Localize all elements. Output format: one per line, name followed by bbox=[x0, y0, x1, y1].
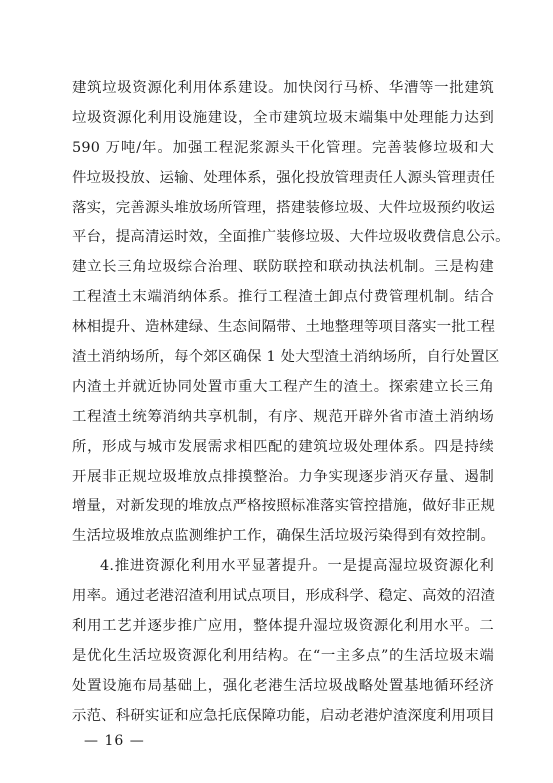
text-line: 处置设施布局基础上，强化老港生活垃圾战略处置基地循环经济 bbox=[72, 677, 494, 694]
text-line: 工程渣土统筹消纳共享机制，有序、规范开辟外省市渣土消纳场 bbox=[72, 408, 494, 425]
text-line: 利用工艺并逐步推广应用，整体提升湿垃圾资源化利用水平。二 bbox=[72, 618, 494, 635]
text-line: 工程渣土末端消纳体系。推行工程渣土卸点付费管理机制。结合 bbox=[72, 289, 494, 306]
text-line: 垃圾资源化利用设施建设，全市建筑垃圾末端集中处理能力达到 bbox=[72, 109, 494, 126]
text-line: 建筑垃圾资源化利用体系建设。加快闵行马桥、华漕等一批建筑 bbox=[72, 80, 494, 96]
text-line: 示范、科研实证和应急托底保障功能，启动老港炉渣深度利用项目 bbox=[72, 707, 496, 724]
text-line: 590 万吨/年。加强工程泥浆源头干化管理。完善装修垃圾和大 bbox=[72, 139, 494, 156]
text-line: 所，形成与城市发展需求相匹配的建筑垃圾处理体系。四是持续 bbox=[72, 438, 494, 455]
text-line: 增量，对新发现的堆放点严格按照标准落实管控措施，做好非正规 bbox=[72, 498, 496, 515]
text-line: 内渣土并就近协同处置市重大工程产生的渣土。探索建立长三角 bbox=[72, 378, 494, 395]
text-line: 林相提升、造林建绿、生态间隔带、土地整理等项目落实一批工程 bbox=[72, 319, 496, 336]
text-line: 建立长三角垃圾综合治理、联防联控和联动执法机制。三是构建 bbox=[72, 259, 494, 276]
body-text bbox=[72, 74, 510, 732]
page-number: — 16 — bbox=[84, 733, 145, 749]
section-heading-line: 4.推进资源化利用水平显著提升。一是提高湿垃圾资源化利 bbox=[100, 558, 494, 575]
text-line: 渣土消纳场所，每个郊区确保 1 处大型渣土消纳场所，自行处置区 bbox=[72, 349, 500, 366]
text-line: 生活垃圾堆放点监测维护工作，确保生活垃圾污染得到有效控制。 bbox=[72, 528, 496, 545]
text-line: 件垃圾投放、运输、处理体系，强化投放管理责任人源头管理责任 bbox=[72, 169, 496, 186]
text-line: 落实，完善源头堆放场所管理，搭建装修垃圾、大件垃圾预约收运 bbox=[72, 199, 496, 216]
text-line: 平台，提高清运时效，全面推广装修垃圾、大件垃圾收费信息公示。 bbox=[72, 229, 510, 246]
text-line: 是优化生活垃圾资源化利用结构。在“一主多点”的生活垃圾末端 bbox=[72, 647, 494, 664]
text-line: 用率。通过老港沼渣利用试点项目，形成科学、稳定、高效的沼渣 bbox=[72, 588, 496, 605]
text-line: 开展非正规垃圾堆放点排摸整治。力争实现逐步消灭存量、遏制 bbox=[72, 468, 494, 485]
